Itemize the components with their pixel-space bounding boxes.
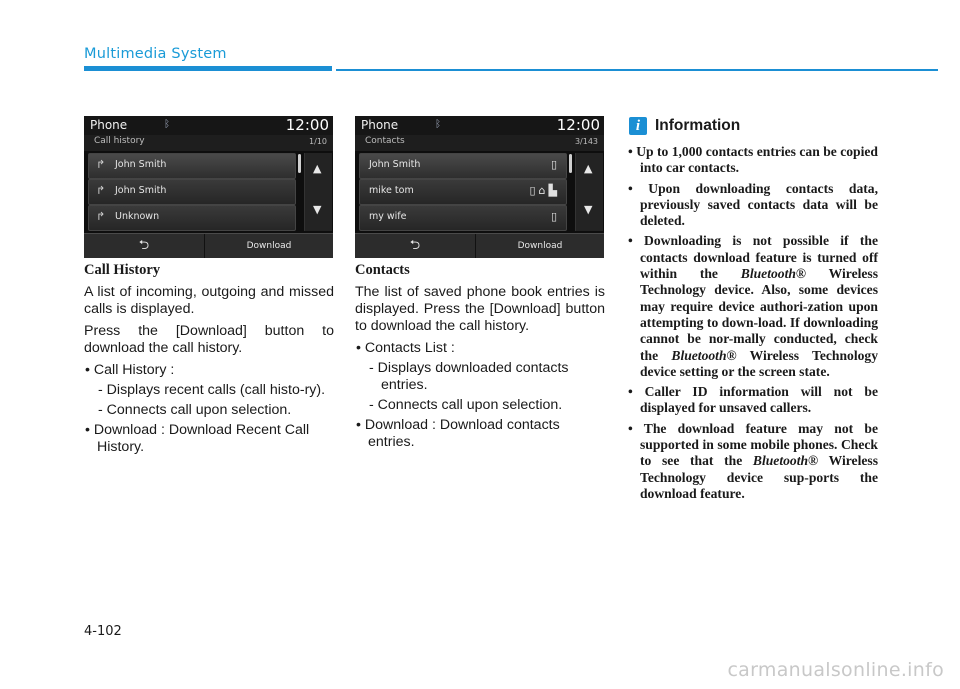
call-row[interactable] — [88, 179, 296, 205]
screen-button-bar — [355, 233, 604, 258]
screen-title: Phone — [90, 118, 128, 132]
section-heading: Call History — [84, 262, 161, 278]
info-icon: i — [629, 117, 647, 135]
sub-item: - Connects call upon selection. — [369, 397, 563, 413]
screen-subheader — [355, 135, 604, 151]
scrollbar[interactable] — [569, 154, 572, 173]
contact-name: my wife — [369, 211, 407, 222]
phone-type-icon: ▯ — [550, 158, 560, 171]
screen-clock: 12:00 — [556, 116, 600, 134]
contact-name: mike tom — [369, 185, 414, 196]
sub-item: - Displays downloaded contacts entries. — [369, 360, 569, 393]
watermark: carmanualsonline.info — [727, 659, 944, 681]
contact-row[interactable] — [359, 179, 567, 205]
call-direction-icon: ↱ — [96, 184, 106, 197]
call-history-section — [84, 262, 334, 459]
header-rule-thick — [84, 66, 332, 71]
call-direction-icon: ↱ — [96, 210, 106, 223]
contact-row[interactable] — [359, 153, 567, 179]
contacts-screenshot — [355, 116, 604, 258]
bullet-item: • Call History : — [85, 362, 175, 378]
section-title: Multimedia System — [84, 46, 227, 62]
info-bullet: • Upon downloading contacts data, previously saved contacts data will be deleted. — [628, 180, 878, 229]
paragraph: A list of incoming, outgoing and missed calls is displayed. — [84, 284, 334, 317]
scroll-arrow-pane — [575, 153, 603, 231]
call-direction-icon: ↱ — [96, 158, 106, 171]
header-rule-thin — [336, 69, 938, 71]
bullet-item: • Download : Download Recent Call History. — [85, 422, 310, 455]
information-list — [626, 144, 878, 506]
sub-item: - Connects call upon selection. — [98, 402, 292, 418]
back-button[interactable]: ⮌ — [84, 234, 205, 258]
scroll-down-icon[interactable]: ▼ — [584, 203, 593, 216]
contact-name: John Smith — [369, 159, 421, 170]
call-name: John Smith — [115, 159, 167, 170]
screen-button-bar — [84, 233, 333, 258]
paragraph: Press the [Download] button to download the call history. — [84, 323, 334, 356]
screen-status-bar — [355, 116, 604, 135]
phone-type-icon: ▯⌂▙ — [529, 184, 560, 197]
info-bullet: • The download feature may not be supported in some mobile phones. Check to see that the Bluetooth® Wireless Technology device sup-ports the download feature. — [628, 420, 878, 501]
call-history-screenshot — [84, 116, 333, 258]
scroll-up-icon[interactable]: ▲ — [584, 162, 593, 175]
call-name: John Smith — [115, 185, 167, 196]
download-button[interactable]: Download — [246, 241, 292, 251]
paragraph: The list of saved phone book entries is displayed. Press the [Download] button to download the call history. — [355, 284, 605, 334]
call-name: Unknown — [115, 211, 160, 222]
contacts-section — [355, 262, 605, 454]
screen-subtitle: Call history — [94, 136, 145, 146]
screen-subtitle: Contacts — [365, 136, 405, 146]
section-heading: Contacts — [355, 262, 410, 278]
download-button[interactable]: Download — [517, 241, 563, 251]
screen-clock: 12:00 — [285, 116, 329, 134]
information-title: Information — [655, 117, 741, 134]
contact-row[interactable] — [359, 205, 567, 231]
bullet-item: • Download : Download contacts entries. — [356, 417, 560, 450]
screen-count: 1/10 — [309, 137, 327, 146]
screen-status-bar — [84, 116, 333, 135]
scroll-up-icon[interactable]: ▲ — [313, 162, 322, 175]
phone-type-icon: ▯ — [550, 210, 560, 223]
page-number: 4-102 — [84, 624, 122, 639]
bullet-item: • Contacts List : — [356, 340, 455, 356]
call-row[interactable] — [88, 205, 296, 231]
back-button[interactable]: ⮌ — [355, 234, 476, 258]
bluetooth-icon: ᛒ — [435, 119, 441, 130]
sub-item: - Displays recent calls (call histo-ry). — [98, 382, 326, 398]
bluetooth-icon: ᛒ — [164, 119, 170, 130]
call-row[interactable] — [88, 153, 296, 179]
scrollbar[interactable] — [298, 154, 301, 173]
screen-count: 3/143 — [574, 137, 598, 146]
screen-title: Phone — [361, 118, 399, 132]
info-bullet: • Downloading is not possible if the contacts download feature is turned off within the Bluetooth® Wireless Technology device. Also, some devices may require device authori-zation upon attempting to down-load. If downloading cannot be nor-mally conducted, check the Bluetooth® Wireless Technology device setting or the screen state. — [628, 233, 879, 379]
scroll-down-icon[interactable]: ▼ — [313, 203, 322, 216]
screen-subheader — [84, 135, 333, 151]
info-bullet: • Caller ID information will not be displayed for unsaved callers. — [628, 384, 878, 416]
info-bullet: • Up to 1,000 contacts entries can be copied into car contacts. — [628, 144, 878, 176]
scroll-arrow-pane — [304, 153, 332, 231]
